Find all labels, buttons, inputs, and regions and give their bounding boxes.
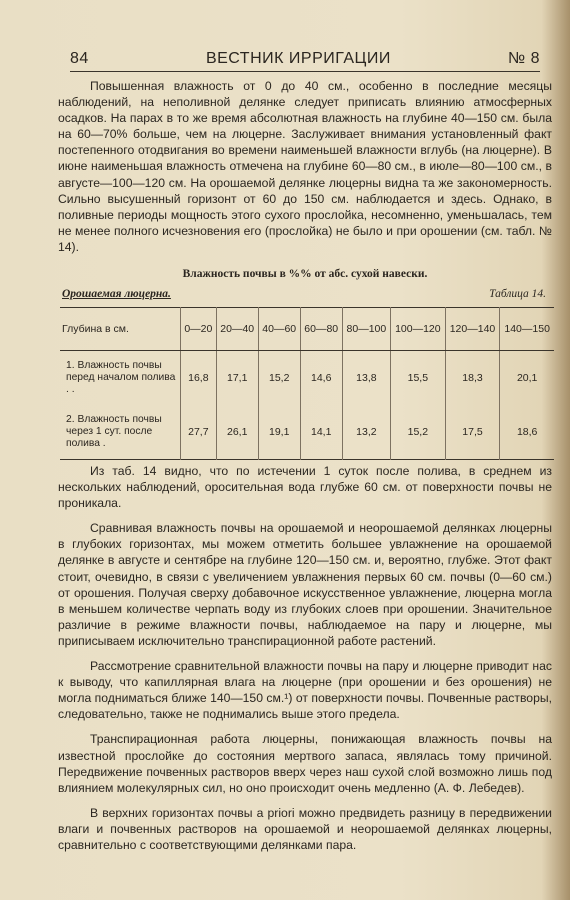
- page-number: 84: [70, 50, 89, 67]
- table-cell: 15,2: [258, 351, 300, 406]
- paragraph: Транспирационная работа люцерны, понижающая влажность почвы на известной прослойке до состояния мертвого запаса, являлась тому причиной. Передвижение почвенных растворов вверх через наш сухой слой возможно лишь под влиянием молекулярных сил, но оно происходит очень медленно (А. Ф. Лебедев).: [58, 732, 552, 795]
- table-cell: 19,1: [258, 405, 300, 460]
- table-cell: 15,2: [391, 405, 446, 460]
- table-cell: 26,1: [216, 405, 258, 460]
- paragraph: Из таб. 14 видно, что по истечении 1 суток после полива, в среднем из нескольких наблюдений, оросительная вода глубже 60 см. от поверхности почвы не проникала.: [58, 464, 552, 511]
- table-cell: 20,1: [500, 351, 554, 406]
- table-col-header: 40—60: [258, 308, 300, 351]
- page-header: [70, 40, 540, 72]
- row-label: 2. Влажность почвы через 1 сут. после полива .: [66, 414, 162, 449]
- row-label: 1. Влажность почвы перед началом полива . .: [66, 360, 176, 395]
- table-col-header: 80—100: [342, 308, 390, 351]
- table-cell: 18,3: [445, 351, 500, 406]
- table-col-header: 60—80: [300, 308, 342, 351]
- moisture-table: [60, 307, 554, 460]
- table-cell: 17,1: [216, 351, 258, 406]
- table-cell: 27,7: [181, 405, 217, 460]
- table-cell: 16,8: [181, 351, 217, 406]
- table-cell: 13,2: [342, 405, 390, 460]
- issue-number: № 8: [507, 50, 540, 67]
- text-block-bottom: [58, 463, 552, 862]
- table-number: Таблица 14.: [489, 288, 546, 300]
- table-subcaption: [62, 288, 546, 300]
- paragraph: Повышенная влажность от 0 до 40 см., особенно в последние месяцы наблюдений, на неполивной делянке следует приписать влиянию атмосферных осадков. На парах в то же время абсолютная влажность на глубине 40—150 см. была на 60—70% больше, чем на люцерне. Заслуживает внимания установленный факт постепенного отодвигания во времени наименьшей влажности вглубь (на люцерне). В июне наименьшая влажность отмечена на глубине 60—80 см., в июле—80—100 см., в августе—100—120 см. На орошаемой делянке люцерны видна та же закономерность. Сильно высушенный горизонт от 60 до 150 см. наблюдается и здесь. Однако, в поливные периоды мощность этого сухого прослойка, несомненно, уменьшалась, тем не менее полного исчезновения его (прослойка) не было и при орошении (см. табл. № 14).: [58, 79, 552, 254]
- table-row: [60, 405, 554, 460]
- table-cell: 14,1: [300, 405, 342, 460]
- paragraph: В верхних горизонтах почвы a priori можно предвидеть разницу в передвижении влаги и почвенных растворов на орошаемой и неорошаемой делянках люцерны, сравнительно с соответствующими делянками пара.: [58, 805, 552, 852]
- journal-title: ВЕСТНИК ИРРИГАЦИИ: [205, 50, 391, 67]
- table-header-depth: Глубина в см.: [60, 308, 181, 351]
- table-col-header: 140—150: [500, 308, 554, 351]
- table-col-header: 0—20: [181, 308, 217, 351]
- paragraph: Рассмотрение сравнительной влажности почвы на пару и люцерне приводит нас к выводу, что капиллярная влага на люцерне (при орошении и без орошения) не могла подниматься ближе 140—150 см.¹) от поверхности почвы. Почвенные растворы, следовательно, также не поднимались выше этого предела.: [58, 659, 552, 722]
- table-cell: 18,6: [500, 405, 554, 460]
- table-col-header: 100—120: [391, 308, 446, 351]
- table-header-row: [60, 308, 554, 351]
- table-cell: 17,5: [445, 405, 500, 460]
- table-caption: Влажность почвы в %% от абс. сухой навески.: [182, 268, 428, 280]
- paragraph: Сравнивая влажность почвы на орошаемой и неорошаемой делянках люцерны в глубоких горизонтах, мы можем отметить большее увлажнение на орошаемой делянке в августе и сентябре на глубине 120—150 см. и, вероятно, глубже. Этот факт стоит, очевидно, в связи с увеличением увлажнения первых 60 см. почвы (0—60 см.) от орошения. Получая сверху добавочное искусственное увлажнение, люцерна могла в меньшем количестве черпать воду из глубоких слоев при орошении. Значительное различие в режиме влажности почвы, наблюдаемое на пару и люцерне, мы приписываем исключительно транспирационной работе растений.: [58, 521, 552, 648]
- table-cell: 13,8: [342, 351, 390, 406]
- text-block-top: [58, 78, 552, 264]
- table-row: [60, 351, 554, 406]
- table-subcaption-left: Орошаемая люцерна.: [62, 288, 171, 300]
- table-cell: 14,6: [300, 351, 342, 406]
- table-cell: 15,5: [391, 351, 446, 406]
- table-col-header: 20—40: [216, 308, 258, 351]
- table-col-header: 120—140: [445, 308, 500, 351]
